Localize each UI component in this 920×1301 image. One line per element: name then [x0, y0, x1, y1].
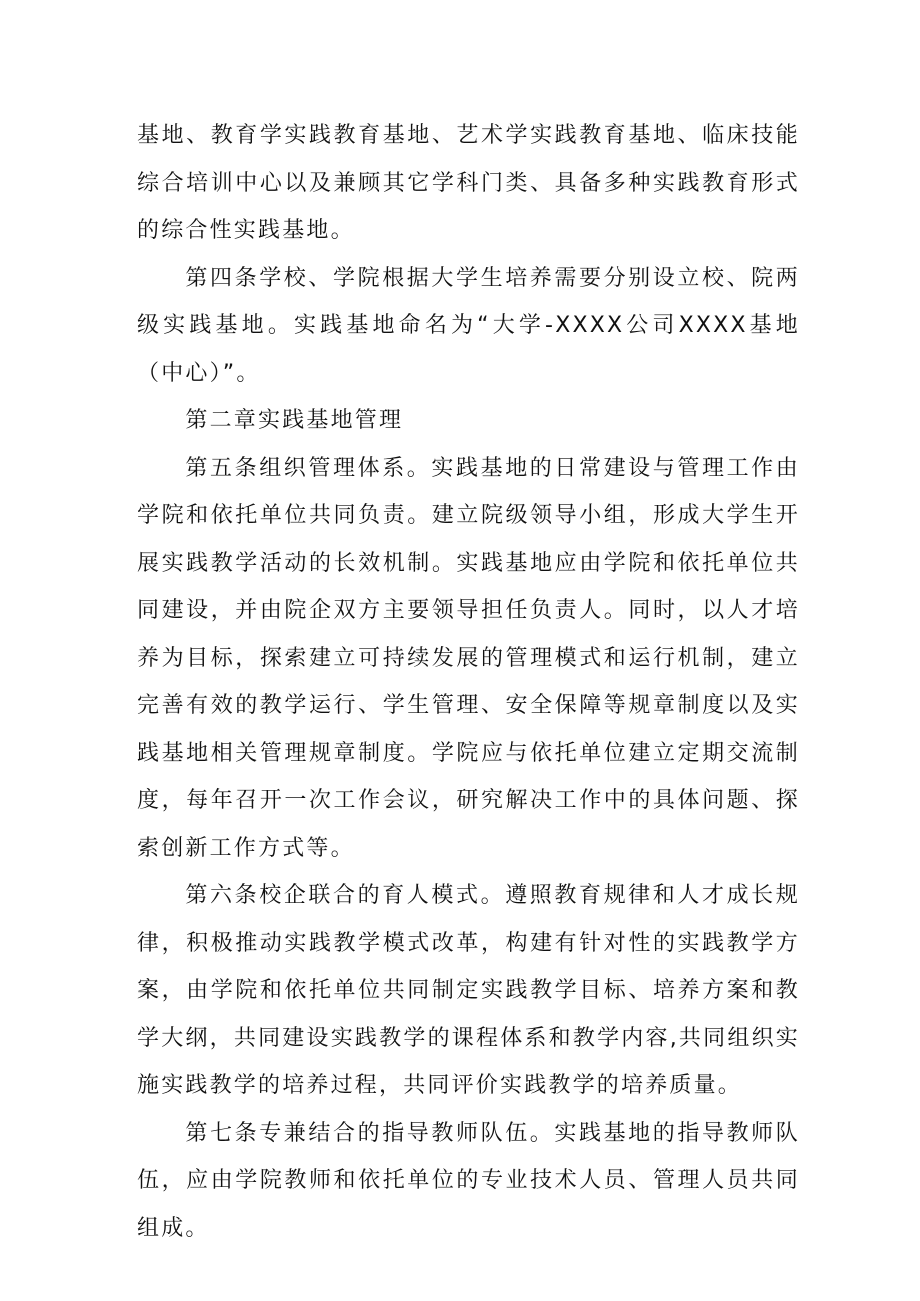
- paragraph-article-7: 第七条专兼结合的指导教师队伍。实践基地的指导教师队伍，应由学院教师和依托单位的专业技术人员、管理人员共同组成。: [137, 1120, 800, 1241]
- paragraph-continuation: 基地、教育学实践教育基地、艺术学实践教育基地、临床技能综合培训中心以及兼顾其它学科门类、具备多种实践教育形式的综合性实践基地。: [137, 123, 800, 243]
- paragraph-article-4: 第四条学校、学院根据大学生培养需要分别设立校、院两级实践基地。实践基地命名为“大学-XXXX公司XXXX基地（中心）”。: [137, 265, 800, 386]
- document-body: [137, 112, 800, 1252]
- paragraph-article-6: 第六条校企联合的育人模式。遵照教育规律和人才成长规律，积极推动实践教学模式改革，构建有针对性的实践教学方案，由学院和依托单位共同制定实践教学目标、培养方案和教学大纲，共同建设实践教学的课程体系和教学内容,共同组织实施实践教学的培养过程，共同评价实践教学的培养质量。: [137, 883, 800, 1098]
- chapter-heading: 第二章实践基地管理: [185, 408, 404, 433]
- paragraph-article-5: 第五条组织管理体系。实践基地的日常建设与管理工作由学院和依托单位共同负责。建立院级领导小组，形成大学生开展实践教学活动的长效机制。实践基地应由学院和依托单位共同建设，并由院企双方主要领导担任负责人。同时，以人才培养为目标，探索建立可持续发展的管理模式和运行机制，建立完善有效的教学运行、学生管理、安全保障等规章制度以及实践基地相关管理规章制度。学院应与依托单位建立定期交流制度，每年召开一次工作会议，研究解决工作中的具体问题、探索创新工作方式等。: [137, 455, 800, 861]
